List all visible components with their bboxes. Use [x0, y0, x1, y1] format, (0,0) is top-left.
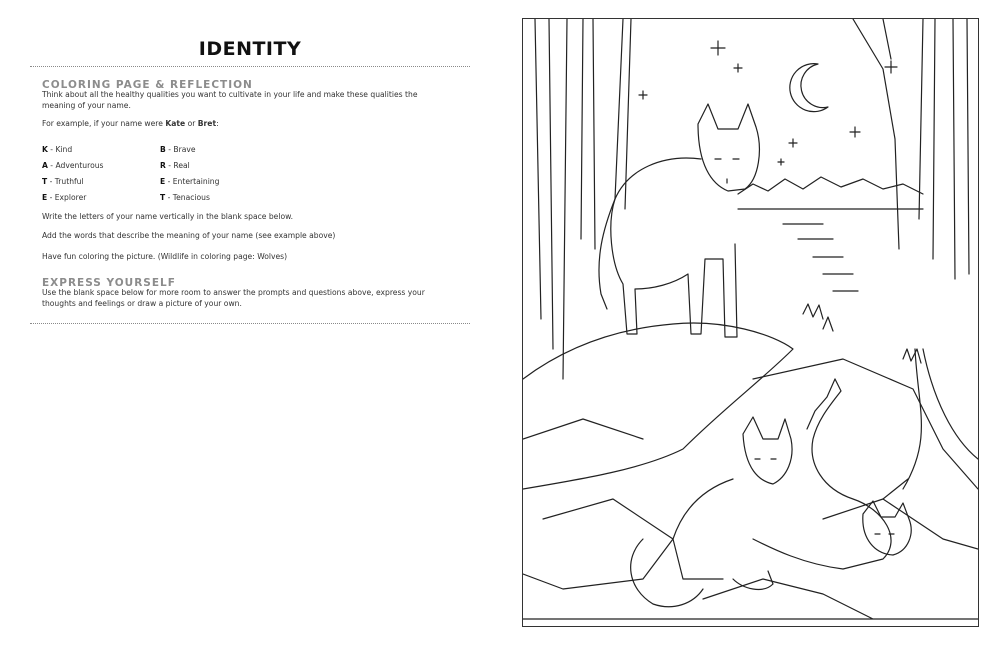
word-explorer: - Explorer [47, 193, 87, 202]
coloring-page-frame [522, 18, 979, 627]
acrostic-left-0 [42, 145, 72, 154]
example-name-bret: Bret [197, 119, 217, 128]
coloring-section-heading: COLORING PAGE & REFLECTION [42, 79, 253, 91]
express-line-2: thoughts and feelings or draw a picture of your own. [42, 298, 242, 308]
word-brave: - Brave [165, 145, 196, 154]
divider-bottom [30, 323, 470, 324]
express-line-1: Use the blank space below for more room to answer the prompts and questions above, express your [42, 288, 425, 297]
treeline-icon [738, 177, 923, 194]
wolf-tail-icon [631, 539, 703, 607]
grass-icon [803, 304, 921, 363]
page-title: IDENTITY [198, 38, 302, 60]
letter-a: A [42, 161, 48, 170]
wolves-coloring-illustration-icon [523, 19, 978, 626]
stars-icon [639, 41, 897, 165]
tree-left-icon [535, 19, 567, 379]
acrostic-left-1 [42, 161, 103, 170]
tree-branch-icon [853, 19, 899, 249]
rocks-right-icon [753, 359, 978, 549]
tree-right-icon [919, 19, 969, 279]
letter-e: E [42, 193, 48, 202]
acrostic-right-2 [160, 177, 219, 186]
howling-wolf-icon [753, 379, 891, 569]
instruction-1: Write the letters of your name vertically in the blank space below. [42, 212, 294, 221]
moon-icon [790, 64, 828, 112]
word-truthful: - Truthful [47, 177, 84, 186]
letter-e2: E [160, 177, 166, 186]
tree-left2-icon [581, 19, 595, 249]
word-adventurous: - Adventurous [47, 161, 104, 170]
intro-line-1: Think about all the healthy qualities you want to cultivate in your life and make these qualities the [42, 90, 418, 99]
acrostic-right-0 [160, 145, 196, 154]
acrostic-left-3 [42, 193, 86, 202]
letter-t2: T [160, 193, 166, 202]
instruction-2: Add the words that describe the meaning of your name (see example above) [42, 231, 336, 240]
letter-r: R [160, 161, 166, 170]
acrostic-right-3 [160, 193, 210, 202]
example-prefix: For example, if your name were [42, 119, 166, 128]
acrostic-right-1 [160, 161, 190, 170]
example-sentence [42, 119, 467, 130]
divider-top [30, 66, 470, 67]
example-name-kate: Kate [165, 119, 186, 128]
letter-k: K [42, 145, 48, 154]
rocks-left-icon [523, 419, 673, 589]
letter-t: T [42, 177, 48, 186]
intro-line-2: meaning of your name. [42, 100, 131, 110]
letter-b: B [160, 145, 166, 154]
lying-pup-icon [863, 501, 911, 555]
example-suffix: : [216, 119, 219, 128]
instruction-3: Have fun coloring the picture. (Wildlife in coloring page: Wolves) [42, 252, 288, 261]
express-section-heading: EXPRESS YOURSELF [42, 277, 176, 289]
word-entertaining: - Entertaining [165, 177, 220, 186]
express-text [42, 288, 467, 309]
word-kind: - Kind [47, 145, 73, 154]
tree-left3-icon [615, 19, 631, 209]
word-real: - Real [165, 161, 190, 170]
example-or: or [185, 119, 198, 128]
coloring-intro [42, 90, 467, 111]
acrostic-left-2 [42, 177, 84, 186]
water-reflection-icon [783, 224, 858, 291]
standing-wolf-icon [599, 104, 759, 337]
word-tenacious: - Tenacious [165, 193, 210, 202]
